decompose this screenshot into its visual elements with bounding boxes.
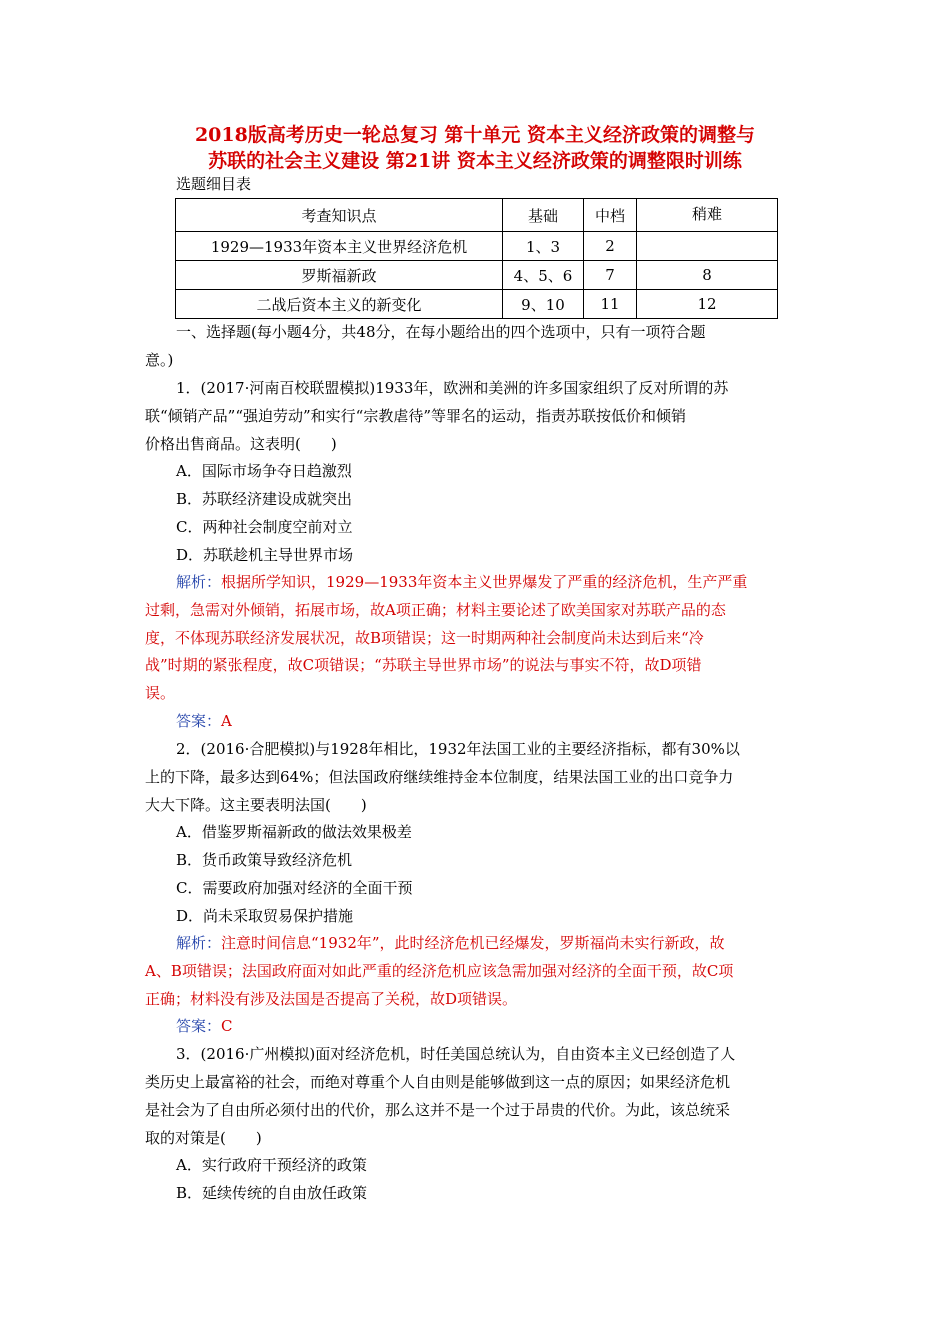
q2-stem: 大大下降。这主要表明法国( ) <box>145 796 367 814</box>
q1-analysis <box>176 572 747 592</box>
q1-option-b: B．苏联经济建设成就突出 <box>176 490 353 508</box>
analysis-label: 解析： <box>176 573 222 591</box>
table-cell: 1、3 <box>503 232 584 261</box>
q3-stem: 类历史上最富裕的社会，而绝对尊重个人自由则是能够做到这一点的原因；如果经济危机 <box>145 1073 731 1091</box>
q1-analysis-text: 度，不体现苏联经济发展状况，故B项错误；这一时期两种社会制度尚未达到后来“冷 <box>145 629 704 647</box>
header-cell: 基础 <box>503 199 584 232</box>
table-header-row <box>176 199 778 232</box>
table-cell: 罗斯福新政 <box>176 261 503 290</box>
q1-analysis-text: 过剩，急需对外倾销，拓展市场，故A项正确；材料主要论述了欧美国家对苏联产品的态 <box>145 601 726 619</box>
answer-label: 答案： <box>176 712 222 730</box>
q1-option-c: C．两种社会制度空前对立 <box>176 518 353 536</box>
section-heading: 一、选择题(每小题4分，共48分，在每小题给出的四个选项中，只有一项符合题 <box>176 323 706 341</box>
table-cell: 二战后资本主义的新变化 <box>176 290 503 319</box>
topic-table <box>175 198 778 319</box>
title-line-2: 苏联的社会主义建设 第21讲 资本主义经济政策的调整限时训练 <box>208 150 742 172</box>
q2-analysis-text: 正确；材料没有涉及法国是否提高了关税，故D项错误。 <box>145 990 518 1008</box>
table-cell: 1929—1933年资本主义世界经济危机 <box>176 232 503 261</box>
q1-answer <box>176 711 232 731</box>
title-line-1: 2018版高考历史一轮总复习 第十单元 资本主义经济政策的调整与 <box>194 124 756 146</box>
analysis-text: 根据所学知识，1929—1933年资本主义世界爆发了严重的经济危机，生产严重 <box>221 573 748 591</box>
answer-value: C <box>221 1017 233 1035</box>
header-cell: 中档 <box>584 199 637 232</box>
q2-option-a: A．借鉴罗斯福新政的做法效果极差 <box>176 823 412 841</box>
q3-stem: 取的对策是( ) <box>145 1129 262 1147</box>
q1-stem: 联“倾销产品”“强迫劳动”和实行“宗教虐待”等罪名的运动，指责苏联按低价和倾销 <box>145 407 687 425</box>
table-cell: 4、5、6 <box>503 261 584 290</box>
analysis-text: 注意时间信息“1932年”，此时经济危机已经爆发，罗斯福尚未实行新政，故 <box>221 934 725 952</box>
analysis-label: 解析： <box>176 934 222 952</box>
section-heading-cont: 意。) <box>145 351 174 369</box>
q3-stem: 3．(2016·广州模拟)面对经济危机，时任美国总统认为，自由资本主义已经创造了人 <box>176 1045 736 1063</box>
q3-option-a: A．实行政府干预经济的政策 <box>176 1156 367 1174</box>
q2-stem: 上的下降，最多达到64%；但法国政府继续维持金本位制度，结果法国工业的出口竞争力 <box>145 768 734 786</box>
q2-option-d: D．尚未采取贸易保护措施 <box>176 907 354 925</box>
table-caption: 选题细目表 <box>176 175 252 193</box>
table-cell: 7 <box>584 261 637 290</box>
table-cell: 2 <box>584 232 637 261</box>
answer-value: A <box>221 712 232 730</box>
q1-option-d: D．苏联趁机主导世界市场 <box>176 546 354 564</box>
q2-option-c: C．需要政府加强对经济的全面干预 <box>176 879 413 897</box>
q2-analysis-text: A、B项错误；法国政府面对如此严重的经济危机应该急需加强对经济的全面干预，故C项 <box>145 962 734 980</box>
q3-stem: 是社会为了自由所必须付出的代价，那么这并不是一个过于昂贵的代价。为此，该总统采 <box>145 1101 731 1119</box>
q2-analysis <box>176 933 725 953</box>
table-cell: 12 <box>637 290 778 319</box>
answer-label: 答案： <box>176 1017 222 1035</box>
table-row <box>176 261 778 290</box>
q1-analysis-text: 战”时期的紧张程度，故C项错误；“苏联主导世界市场”的说法与事实不符，故D项错 <box>145 656 702 674</box>
q3-option-b: B．延续传统的自由放任政策 <box>176 1184 368 1202</box>
q1-stem: 1．(2017·河南百校联盟模拟)1933年，欧洲和美洲的许多国家组织了反对所谓的苏 <box>176 379 729 397</box>
q2-option-b: B．货币政策导致经济危机 <box>176 851 353 869</box>
table-cell: 9、10 <box>503 290 584 319</box>
q1-analysis-text: 误。 <box>145 684 176 702</box>
q2-answer <box>176 1016 233 1036</box>
header-cell: 稍难 <box>637 199 778 232</box>
header-cell: 考查知识点 <box>176 199 503 232</box>
table-cell: 8 <box>637 261 778 290</box>
table-row <box>176 232 778 261</box>
table-row <box>176 290 778 319</box>
q1-option-a: A．国际市场争夺日趋激烈 <box>176 462 352 480</box>
q2-stem: 2．(2016·合肥模拟)与1928年相比，1932年法国工业的主要经济指标，都有30%以 <box>176 740 740 758</box>
table-cell <box>637 232 778 261</box>
table-cell: 11 <box>584 290 637 319</box>
q1-stem: 价格出售商品。这表明( ) <box>145 435 337 453</box>
